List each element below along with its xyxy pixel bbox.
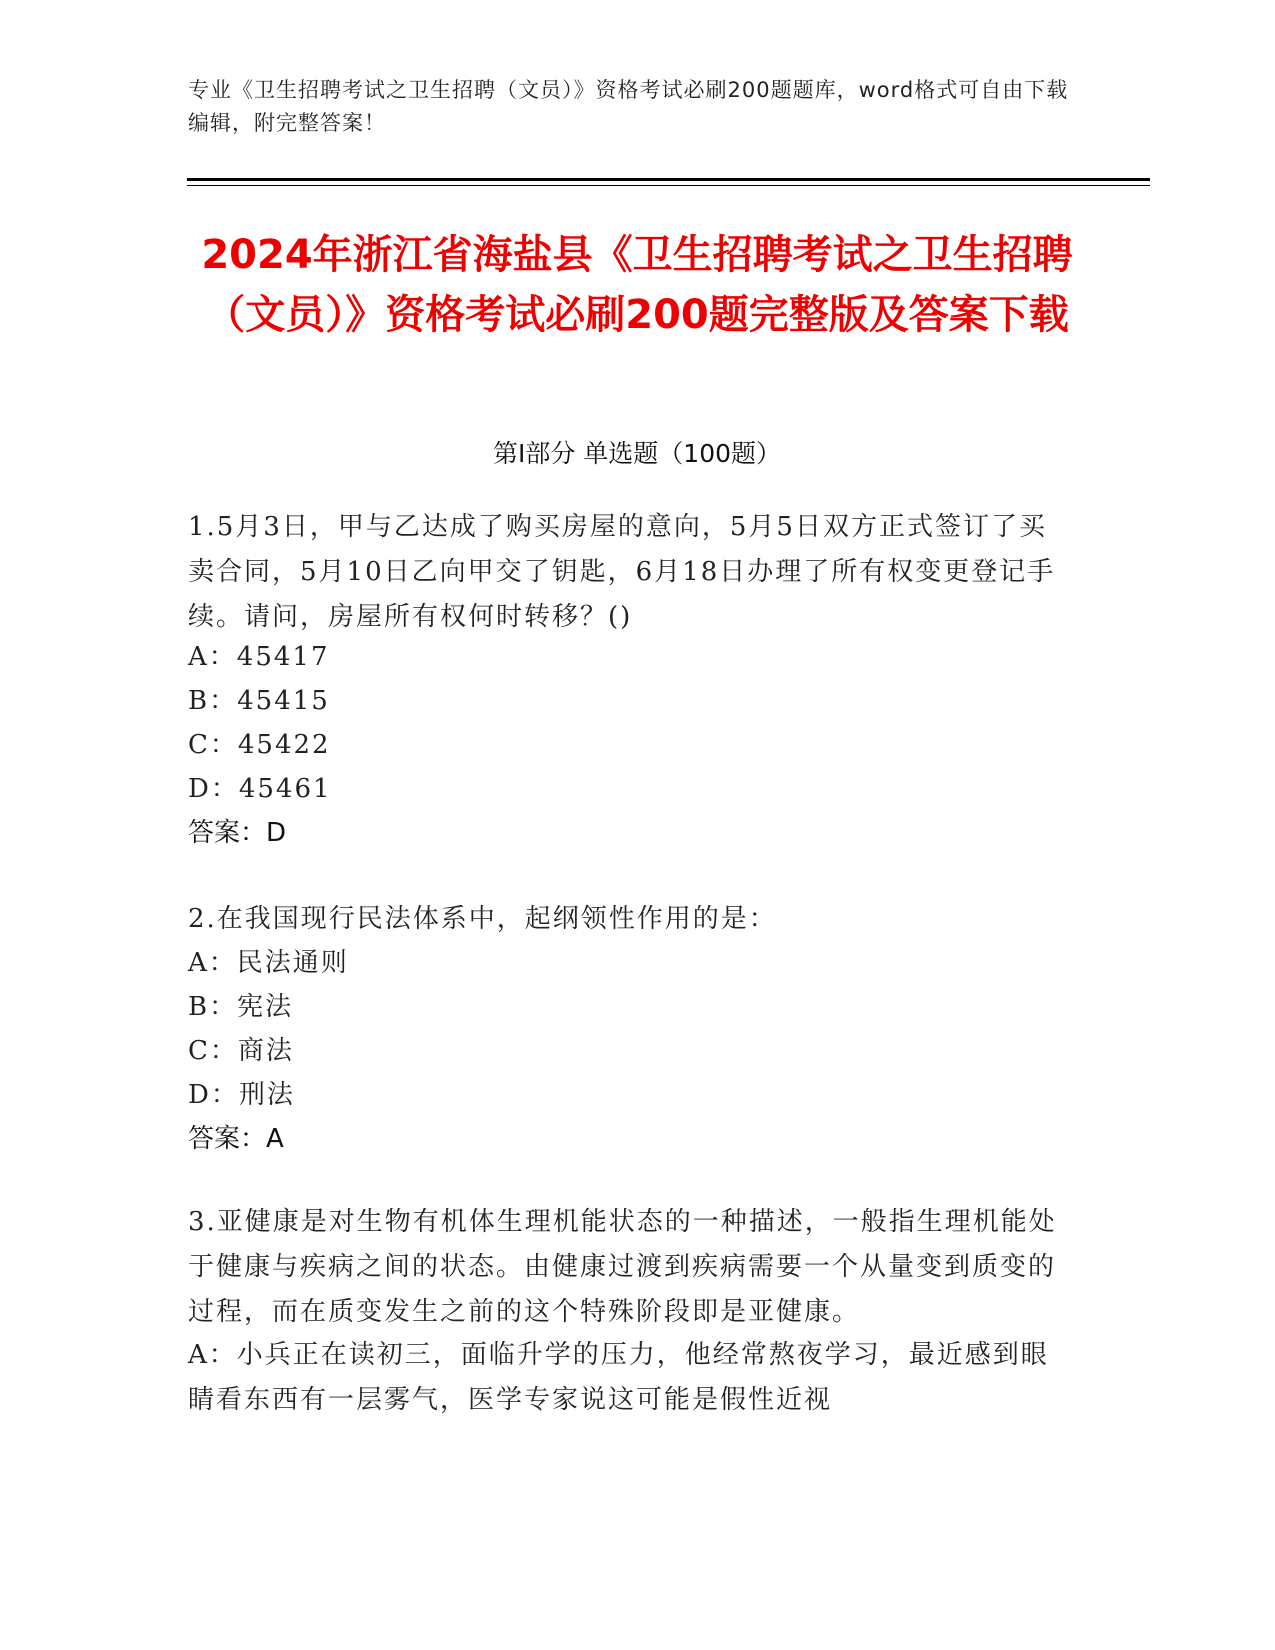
header-note: 专业《卫生招聘考试之卫生招聘（文员）》资格考试必刷200题题库，word格式可自由下载编辑，附完整答案！	[188, 78, 1069, 135]
header-divider-thin	[187, 185, 1150, 186]
question-1-stem: 1.5月3日，甲与乙达成了购买房屋的意向，5月5日双方正式签订了买卖合同，5月10日乙向甲交了钥匙，6月18日办理了所有权变更登记手续。请问，房屋所有权何时转移？()	[188, 512, 1056, 632]
header-divider-thick	[187, 178, 1150, 181]
question-2-option-a: A：民法通则	[188, 948, 349, 978]
document-title: 2024年浙江省海盐县《卫生招聘考试之卫生招聘（文员）》资格考试必刷200题完整版及答案下载	[201, 232, 1073, 338]
section-heading: 第Ⅰ部分 单选题（100题）	[492, 439, 782, 468]
question-1-option-d: D：45461	[188, 774, 332, 804]
question-1-option-c: C：45422	[188, 730, 331, 760]
question-3-option-a: A：小兵正在读初三，面临升学的压力，他经常熬夜学习，最近感到眼睛看东西有一层雾气，医学专家说这可能是假性近视	[188, 1340, 1049, 1415]
question-2-option-c: C：商法	[188, 1036, 294, 1066]
question-1-answer: 答案：D	[188, 818, 287, 848]
question-2-option-b: B：宪法	[188, 992, 294, 1022]
question-2-stem: 2.在我国现行民法体系中，起纲领性作用的是：	[188, 904, 777, 934]
question-1-option-b: B：45415	[188, 686, 330, 716]
question-3-stem: 3.亚健康是对生物有机体生理机能状态的一种描述，一般指生理机能处于健康与疾病之间的状态。由健康过渡到疾病需要一个从量变到质变的过程，而在质变发生之前的这个特殊阶段即是亚健康。	[188, 1207, 1057, 1327]
question-1-option-a: A：45417	[188, 642, 330, 672]
question-2-option-d: D：刑法	[188, 1080, 295, 1110]
question-2-answer: 答案：A	[188, 1124, 284, 1154]
